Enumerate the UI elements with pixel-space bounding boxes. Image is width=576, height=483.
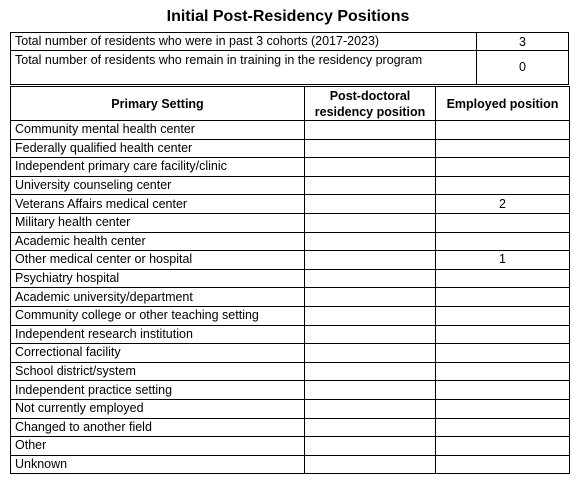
- postdoc-cell: [305, 325, 436, 344]
- employed-cell: [436, 269, 570, 288]
- summary-label: Total number of residents who were in past 3 cohorts (2017-2023): [11, 33, 477, 51]
- postdoc-cell: [305, 418, 436, 437]
- setting-cell: Independent practice setting: [11, 381, 305, 400]
- summary-value: 3: [477, 33, 569, 51]
- table-row: [11, 381, 570, 400]
- employed-cell: 1: [436, 251, 570, 270]
- table-row: [11, 213, 570, 232]
- postdoc-cell: [305, 176, 436, 195]
- postdoc-cell: [305, 269, 436, 288]
- setting-cell: Correctional facility: [11, 344, 305, 363]
- postdoc-cell: [305, 121, 436, 140]
- setting-cell: Academic university/department: [11, 288, 305, 307]
- table-row: [11, 176, 570, 195]
- setting-cell: Changed to another field: [11, 418, 305, 437]
- setting-cell: Community college or other teaching setting: [11, 306, 305, 325]
- setting-cell: Psychiatry hospital: [11, 269, 305, 288]
- table-row: [11, 121, 570, 140]
- postdoc-cell: [305, 195, 436, 214]
- employed-cell: [436, 139, 570, 158]
- table-row: [11, 437, 570, 456]
- page-title: Initial Post-Residency Positions: [166, 8, 410, 25]
- setting-cell: Independent primary care facility/clinic: [11, 158, 305, 177]
- employed-cell: [436, 121, 570, 140]
- header-primary-setting: Primary Setting: [11, 87, 305, 121]
- employed-cell: [436, 362, 570, 381]
- setting-cell: School district/system: [11, 362, 305, 381]
- postdoc-cell: [305, 251, 436, 270]
- table-row: [11, 232, 570, 251]
- table-row: [11, 139, 570, 158]
- setting-cell: Other: [11, 437, 305, 456]
- employed-cell: [436, 213, 570, 232]
- employed-cell: [436, 306, 570, 325]
- table-header-row: [11, 87, 570, 121]
- table-row: [11, 251, 570, 270]
- setting-cell: Academic health center: [11, 232, 305, 251]
- postdoc-cell: [305, 158, 436, 177]
- employed-cell: [436, 158, 570, 177]
- employed-cell: 2: [436, 195, 570, 214]
- postdoc-cell: [305, 306, 436, 325]
- setting-cell: Not currently employed: [11, 399, 305, 418]
- employed-cell: [436, 288, 570, 307]
- table-row: [11, 158, 570, 177]
- employed-cell: [436, 344, 570, 363]
- setting-cell: University counseling center: [11, 176, 305, 195]
- postdoc-cell: [305, 139, 436, 158]
- postdoc-cell: [305, 381, 436, 400]
- header-employed-position: Employed position: [436, 87, 570, 121]
- postdoc-cell: [305, 232, 436, 251]
- setting-cell: Community mental health center: [11, 121, 305, 140]
- setting-cell: Veterans Affairs medical center: [11, 195, 305, 214]
- employed-cell: [436, 232, 570, 251]
- table-row: [11, 325, 570, 344]
- table-row: [11, 362, 570, 381]
- setting-cell: Independent research institution: [11, 325, 305, 344]
- table-row: [11, 418, 570, 437]
- employed-cell: [436, 381, 570, 400]
- postdoc-cell: [305, 362, 436, 381]
- summary-row-total-residents: [11, 33, 569, 51]
- setting-cell: Military health center: [11, 213, 305, 232]
- setting-cell: Federally qualified health center: [11, 139, 305, 158]
- setting-cell: Unknown: [11, 455, 305, 474]
- setting-cell: Other medical center or hospital: [11, 251, 305, 270]
- table-row: [11, 269, 570, 288]
- table-row: [11, 306, 570, 325]
- summary-table: [10, 32, 569, 85]
- employed-cell: [436, 399, 570, 418]
- summary-label: Total number of residents who remain in training in the residency program: [11, 51, 477, 85]
- summary-row-remaining-in-training: [11, 51, 569, 85]
- postdoc-cell: [305, 399, 436, 418]
- postdoc-cell: [305, 437, 436, 456]
- summary-value: 0: [477, 51, 569, 85]
- table-row: [11, 195, 570, 214]
- employed-cell: [436, 176, 570, 195]
- employed-cell: [436, 325, 570, 344]
- postdoc-cell: [305, 344, 436, 363]
- postdoc-cell: [305, 455, 436, 474]
- postdoc-cell: [305, 288, 436, 307]
- table-row: [11, 288, 570, 307]
- employed-cell: [436, 455, 570, 474]
- postdoc-cell: [305, 213, 436, 232]
- table-row: [11, 344, 570, 363]
- header-postdoc-position: Post-doctoral residency position: [305, 87, 436, 121]
- table-row: [11, 455, 570, 474]
- employed-cell: [436, 437, 570, 456]
- table-row: [11, 399, 570, 418]
- employed-cell: [436, 418, 570, 437]
- positions-table: [10, 86, 570, 474]
